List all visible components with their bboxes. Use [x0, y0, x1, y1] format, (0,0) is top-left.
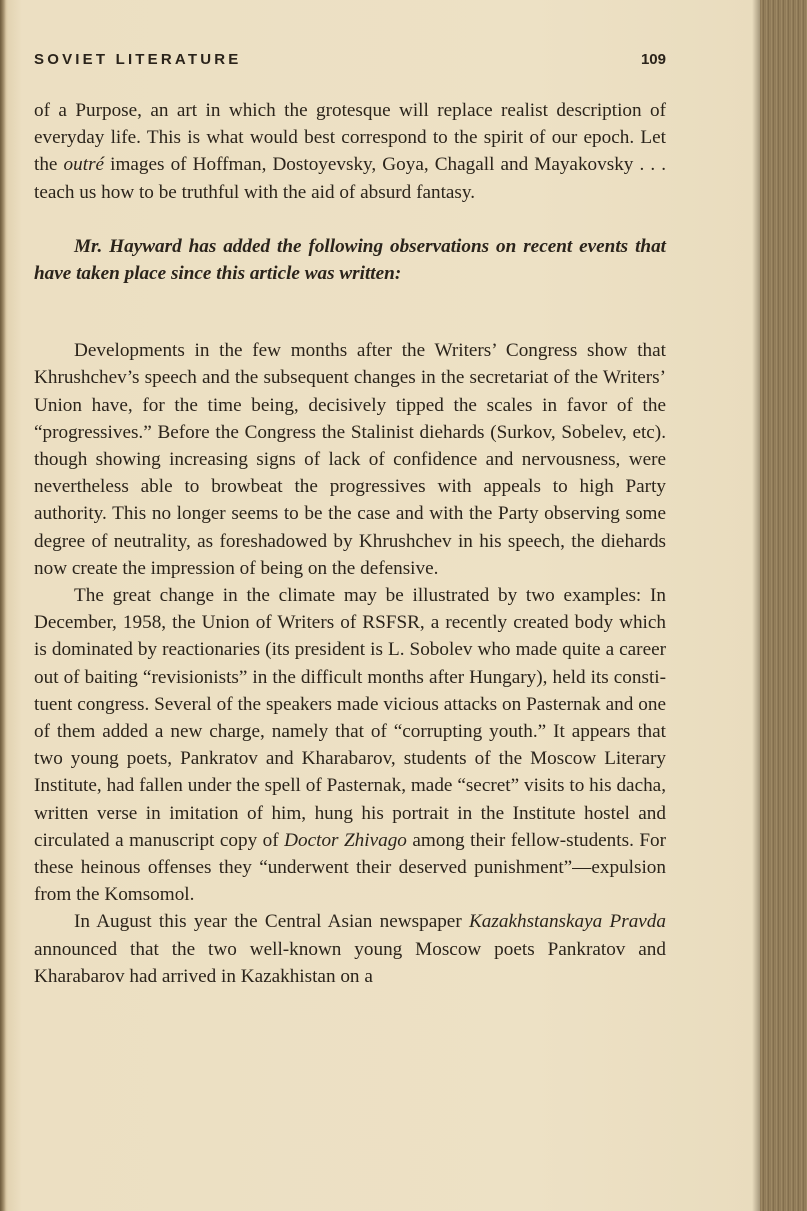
- book-page-edges: [760, 0, 807, 1211]
- newspaper-title: Kazakhstanskaya Pravda: [469, 911, 666, 933]
- paragraph-developments: Developments in the few months after the Writers’ Congress show that Khrushchev’s speech and the subsequent changes in the secretariat of the Writers’ Union have, for the time being, decisively tipped the scales in favor of the “progressives.” Before the Congress the Stalinist diehards (Surkov, Sobelev, etc). though showing increasing signs of lack of confidence and nervousness, were nevertheless able to browbeat the progressives with appeals to high Party authority. This no longer seems to be the case and with the Party observing some degree of neutrality, as foreshadowed by Khrushchev in his speech, the diehards now create the impression of being on the defensive.: [34, 340, 666, 579]
- page-number: 109: [640, 51, 666, 68]
- spine-shadow: [0, 0, 6, 1211]
- italic-term: outré: [63, 154, 105, 176]
- body-text: [34, 97, 666, 990]
- running-head: SOVIET LITERATURE: [34, 51, 242, 68]
- paragraph-continuation: of a Purpose, an art in which the grotesque will replace realist description of everyday life. This is what would best correspond to the spirit of our epoch. Let the outré images of Hoffman, Dostoyevsky, Goya, Chagall and Mayakovsky . . . teach us how to be truthful with the aid of absurd fantasy.: [34, 100, 667, 203]
- page-header: [34, 51, 666, 73]
- paragraph-august: In August this year the Central Asian newspaper Kazakhstanskaya Pravda announced that the two well-known young Moscow poets Pankratov and Kharabarov had arrived in Kazakhistan on a: [34, 911, 666, 987]
- paragraph-climate: The great change in the climate may be illustrated by two examples: In December, 1958, the Union of Writers of RSFSR, a recently created body which is dominated by reactionaries (its president is L. Sobolev who made quite a career out of baiting “revisionists” in the difficult months after Hungary), held its constituent congress. Several of the speakers made vicious attacks on Pasternak and one of them added a new charge, namely that of “corrupting youth.” It appears that two young poets, Pankratov and Kharabarov, students of the Moscow Literary Institute, had fallen under the spell of Pasternak, made “secret” visits to his dacha, written verse in imitation of him, hung his portrait in the Institute hostel and circulated a manuscript copy of Doctor Zhivago among their fellow-students. For these heinous offenses they “underwent their deserved punishment”—expulsion from the Komsomol.: [34, 585, 667, 906]
- editor-note: Mr. Hayward has added the following observations on recent events that have taken place since this article was written:: [34, 235, 666, 285]
- book-title: Doctor Zhivago: [284, 829, 407, 851]
